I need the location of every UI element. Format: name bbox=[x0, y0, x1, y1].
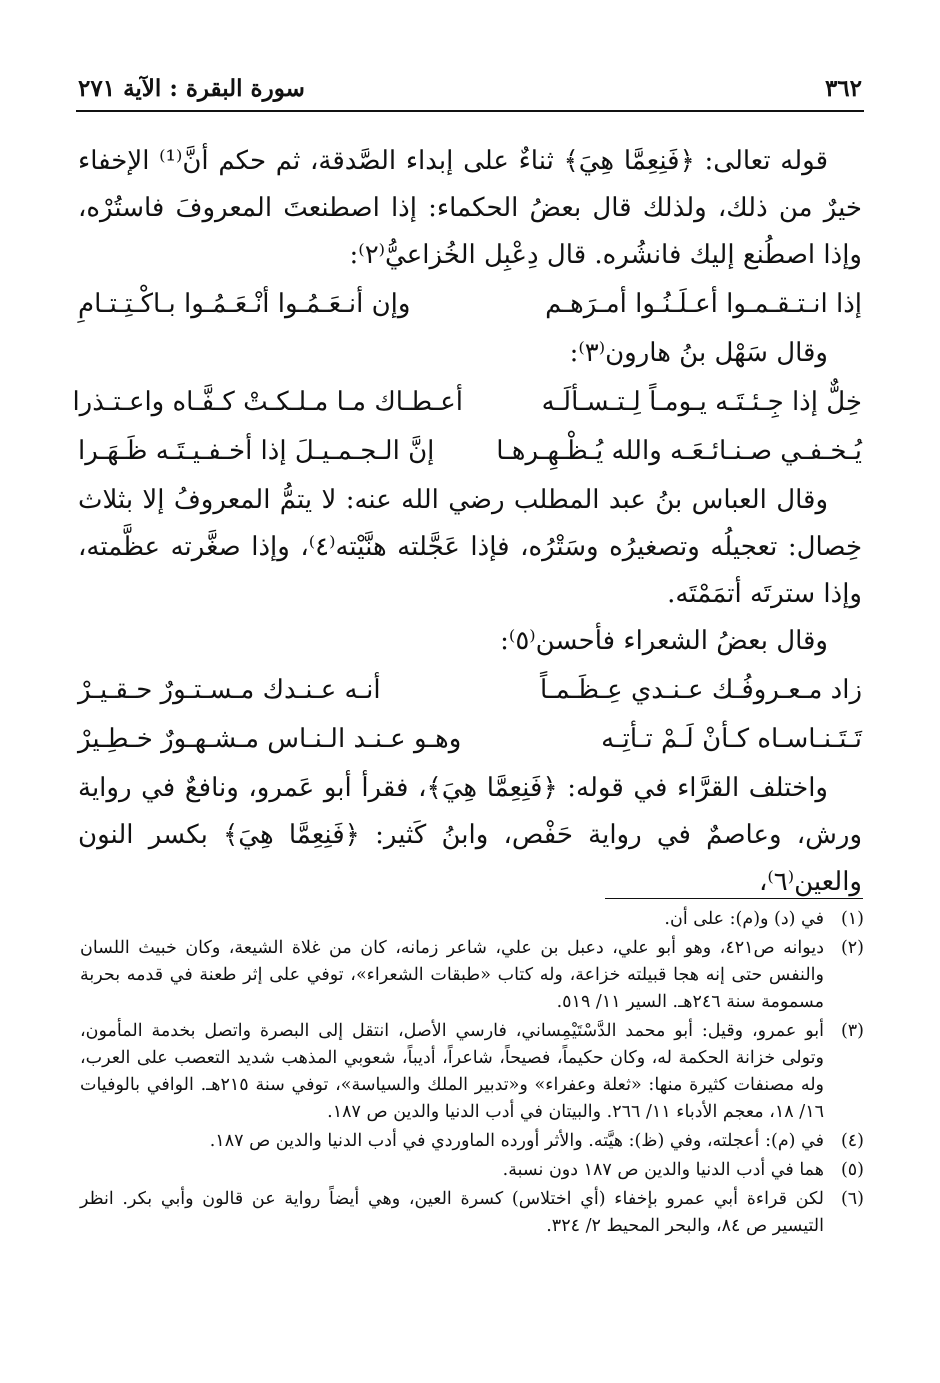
verse-2 bbox=[72, 379, 862, 426]
footnote-2 bbox=[80, 935, 864, 1016]
verse-1-second-hemistich: وإن أنـعَـمُـوا أنْـعَـمُـوا بـاكْـتِـتـامِ bbox=[78, 289, 411, 319]
page-header bbox=[78, 62, 862, 102]
verse-3-first-hemistich: يُـخـفـي صـنـائـعَـه والله يُـظْـهِـرهـا bbox=[496, 436, 862, 466]
footnote-number: (٤) bbox=[840, 1131, 864, 1151]
footnote-5 bbox=[80, 1157, 864, 1184]
verse-3 bbox=[78, 428, 862, 475]
verse-5-first-hemistich: تَـتَـنـاسـاه كـأنْ لَـمْ تـأتِـه bbox=[601, 724, 862, 754]
footnotes bbox=[80, 906, 864, 1242]
verse-4-first-hemistich: زاد مـعـروفُـك عـنـدي عِـظَـمـاً bbox=[540, 675, 862, 705]
paragraph-3: واختلف القرَّاء في قوله: ﴿فَنِعِمَّا هِيَ﴾، فقرأ أبو عَمرو، ونافعٌ في رواية ورش، وعاصمٌ في رواية حَفْص، وابنُ كَثير: ﴿فَنِعِمَّا هِيَ﴾ بكسر النون والعين⁽٦⁾، bbox=[78, 773, 862, 897]
verse-1 bbox=[78, 281, 862, 328]
paragraph-2: وقال العباس بنُ عبد المطلب رضي الله عنه: لا يتمُّ المعروفُ إلا بثلاث خِصال: تعجيلُه وتصغيرُه وسَتْرُه، فإذا عَجَّلته هنَّيْته⁽٤⁾، وإذا صغَّرته عظَّمته، وإذا سترتَه أتمَمْتَه. bbox=[78, 485, 863, 609]
verse-5-second-hemistich: وهـو عـنـد الـنـاس مـشـهـورٌ خـطِـيرْ bbox=[78, 724, 462, 754]
header-rule bbox=[76, 110, 864, 112]
footnote-number: (١) bbox=[840, 909, 864, 929]
verse-5 bbox=[78, 716, 862, 763]
footnote-4 bbox=[80, 1128, 864, 1155]
footnote-text: لكن قراءة أبي عمرو بإخفاء (أي اختلاس) كسرة العين، وهي أيضاً رواية عن قالون وأبي بكر. انظر التيسير ص ٨٤، والبحر المحيط ٢/ ٣٢٤. bbox=[80, 1189, 824, 1236]
verse-3-second-hemistich: إنَّ الـجـمـيـلَ إذا أخـفـيـتَـه ظَـهَـرا bbox=[78, 436, 435, 466]
footnote-1 bbox=[80, 906, 864, 933]
footnote-6 bbox=[80, 1186, 864, 1240]
paragraph-1: قوله تعالى: ﴿فَنِعِمَّا هِيَ﴾ ثناءٌ على إبداء الصَّدقة، ثم حكم أنَّ⁽¹⁾ الإخفاء خيرٌ من ذلك، ولذلك قال بعضُ الحكماء: إذا اصطنعتَ المعروفَ فاستُرْه، وإذا اصطُنع إليك فانشُره. قال دِعْبِل الخُزاعيُّ⁽٢⁾: bbox=[78, 146, 862, 270]
page-number: ٣٦٢ bbox=[824, 75, 862, 102]
footnote-text: هما في أدب الدنيا والدين ص ١٨٧ دون نسبة. bbox=[502, 1160, 824, 1180]
footnote-text: ديوانه ص٤٢١، وهو أبو علي، دعبل بن علي، شاعر زمانه، كان من غلاة الشيعة، وكان خبيث اللسان والنفس حتى إنه هجا قبيلته خزاعة، وله كتاب «طبقات الشعراء»، توفي على إثر طعنة في قدمه بحربة مسمومة سنة ٢٤٦هـ. السير ١١/ ٥١٩. bbox=[80, 938, 824, 1012]
verse-2-second-hemistich: أعـطـاك مـا مـلـكـتْ كـفَّـاه واعـتـذرا bbox=[72, 387, 463, 417]
footnote-text: أبو عمرو، وقيل: أبو محمد الدَّسْتَيْمِساني، فارسي الأصل، انتقل إلى البصرة واتصل بخدمة المأمون، وتولى خزانة الحكمة له، وكان حكيماً، فصيحاً، شاعراً، أديباً، شعوبي المذهب شديد التعصب على العرب، وله مصنفات كثيرة منها: «ثعلة وعفراء» و«تدبير الملك والسياسة»، توفي سنة ٢١٥هـ. الوافي بالوفيات ١٦/ ١٨، معجم الأدباء ١١/ ٢٦٦. والبيتان في أدب الدنيا والدين ص ١٨٧. bbox=[80, 1021, 824, 1122]
running-title: سورة البقرة : الآية ٢٧١ bbox=[78, 75, 305, 102]
verse-1-first-hemistich: إذا انـتـقـمـوا أعـلَـنُـوا أمـرَهـم bbox=[545, 289, 862, 319]
footnote-text: في (م): أعجلته، وفي (ظ): هيَّته. والأثر أورده الماوردي في أدب الدنيا والدين ص ١٨٧. bbox=[209, 1131, 824, 1151]
footnote-3 bbox=[80, 1018, 864, 1126]
verse-intro-3: وقال بعضُ الشعراء فأحسن⁽٥⁾: bbox=[500, 626, 828, 656]
verse-2-first-hemistich: خِلٌّ إذا جِـئـتَـه يـومـاً لِـتـسـألَـه bbox=[541, 387, 862, 417]
footnote-text: في (د) و(م): على أن. bbox=[664, 909, 824, 929]
footnote-number: (٥) bbox=[840, 1160, 864, 1180]
footnote-number: (٣) bbox=[840, 1021, 864, 1041]
verse-4 bbox=[78, 667, 862, 714]
footnote-number: (٦) bbox=[840, 1189, 864, 1209]
verse-intro-2: وقال سَهْل بنُ هارون⁽٣⁾: bbox=[569, 338, 828, 368]
footnote-number: (٢) bbox=[840, 938, 864, 958]
footnote-separator bbox=[605, 898, 863, 899]
verse-4-second-hemistich: أنـه عـنـدك مـسـتـورٌ حـقـيـرْ bbox=[78, 675, 381, 705]
main-text bbox=[72, 138, 863, 906]
